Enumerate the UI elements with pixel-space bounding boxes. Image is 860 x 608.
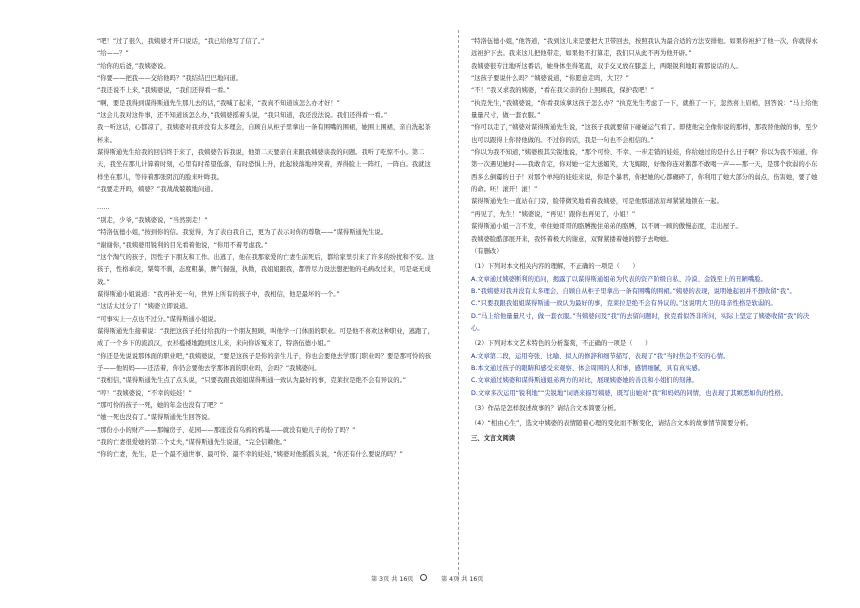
question-4: （4）“相由心生”，选文中姨婆的表情随着心理的变化而不断变化，请结合文本的故事情节简要分析。 xyxy=(471,420,753,428)
left-paragraph: “特洛伍德小姐，”按到你的信。我觉得，为了表白我自己，更为了表示对你的尊敬——”谋得斯通先生说。 xyxy=(97,229,387,237)
right-paragraph: 谋得斯通小姐一言不发，牵住她哥哥的胳膊挽住弟弟的胳膊，以不屑一顾的傲慢态度，走出屋子。 xyxy=(471,223,742,231)
question-2: （2）下列对本文艺术特色的分析鉴赏，不正确的一项是（ ） xyxy=(471,340,652,348)
right-paragraph: 我姨婆很专注地听这番话，她身体坐得笔直，双手交叉放在膝盖上，两眼锐利地盯着那说话的人。 xyxy=(471,62,742,70)
question-2-option-c[interactable]: C.文章通过姨婆和谋得斯通姐弟两方的对比，展现姨婆她的善良和小姐们的刻薄。 xyxy=(471,377,698,385)
right-paragraph: “你可以走了，”姨婆对谋得斯通先生说，“这孩子我就要留下碰碰运气看了。即使他完全像你说的那样，那我替他做的事，至少也可以跟得上你替他做的。不过你的话，我是一句也不会相信的。” xyxy=(471,124,818,144)
left-paragraph: “你的亡妻，先生，是一个最不通世事、最可怜、最不幸的娃娃，”姨婆对他摇摇头说，“你还有什么要说的吗？” xyxy=(97,451,403,459)
question-2-option-d[interactable]: D.文章多次运用“锐利地”“尖锐地”词语来描写姨婆，既写出她对“我”和妈妈的同情，也表现了其嫉恶如仇的性格。 xyxy=(471,389,788,397)
left-paragraph: “给——？” xyxy=(97,50,129,58)
left-paragraph: “我还说不上来，”我姨婆说，“我们还得看一看。” xyxy=(97,87,230,95)
right-paragraph: 我姨婆脸酷部展开来，我怀着极大的谢意，双臂紧搂着她的脖子去吻她。 xyxy=(471,235,673,243)
question-1-option-b[interactable]: B.“我姨婆对我并没有太多理会，自顾自从柜子里拿出一条有围嘴的围裙。”姨婆的表现，说明她起初并不想收留“我”。 xyxy=(471,287,796,295)
question-3: （3）作品是怎样叙述故事的？请结合文本简要分析。 xyxy=(471,404,620,412)
question-1-option-a[interactable]: A.文章通过姨婆断利的追问，揭露了以谋得斯通姐弟为代表的资产阶级自私、冷漠、金钱至上的丑陋嘴脸。 xyxy=(471,275,767,283)
left-paragraph: “你要——把我——交给他吗？”我结结巴巴地问道。 xyxy=(97,75,243,83)
right-paragraph: “你以为我不知道，”姨婆极其尖锐地说，“那个可怜、不幸、一步走错的娃娃，你给她过的是什么日子啊？你以为我不知道，你第一次遇见她时——我敢肯定，你对她一定大送媚笑，大飞媚眼，好像你连对鹅都不敢喝一声——那一天，是那个软弱的小东西多么倒霉的日子！对那个单纯的娃娃来说，你是个暴君，你把她的心都碾碎了，你利用了她大部分的弱点，伤害她，要了她的命。呸！滚开！滚！” xyxy=(471,149,818,194)
left-paragraph: “那可怜的孩子一死，她的年金也没有了吧？” xyxy=(97,401,224,409)
left-paragraph: “我相信，”谋得斯通先生点了点头说，“只要我跟我姐姐谋得斯通一致认为最好的事，克莱拉是绝不会有异议的。” xyxy=(97,377,406,385)
left-paragraph: “给你的后爸，”我姨婆说。 xyxy=(97,62,170,70)
left-paragraph: “她一死也没有了。”谋得斯通先生回答说。 xyxy=(97,414,214,422)
right-column xyxy=(471,36,819,445)
left-paragraph: 谋得斯通先生接着说：“我把这孩子托付给我的一个朋友照顾，叫他学一门体面的职业。可是他不喜欢这种职业，逃跑了，成了一个乡下的流浪汉，衣衫褴褛地跑到这儿来，来向你诉冤来了，特洛伍德小姐。” xyxy=(97,327,434,348)
left-column xyxy=(97,36,437,462)
right-paragraph: “执克先生，”我姨婆说，“你看我该拿这孩子怎么办？”执克先生考虑了一下，就推了一下，忽然喜上眉梢，回答说：“马上给他量量尺寸，做一套衣服。” xyxy=(471,99,818,120)
left-paragraph: “哼！”我姨婆说，“不幸的娃娃！” xyxy=(97,389,192,397)
question-1-option-d[interactable]: D.“马上给他量量尺寸，做一套衣服。”当姨婆问及“我”的去留问题时，狄克看似答非所问，实际上坚定了姨婆收留“我”的决心。 xyxy=(471,312,810,332)
left-paragraph: “这会儿我对这件事，还不知道该怎么办，”我姨婆摇着头说，“我只知道，我还没法说。我们还得看一看。” xyxy=(97,112,388,120)
page-number-right: 第 4页 共 16页 xyxy=(441,576,484,583)
right-paragraph: “不！”我又求我的姨婆，“看在我父亲的份上照顾我，保护我吧！” xyxy=(471,87,655,95)
left-paragraph: “吧！”过了很久，我姨婆才开口说话，“我已给他写了信了。” xyxy=(97,38,265,45)
left-paragraph: “别走，少爷，”我姨婆说，“当然别走！” xyxy=(97,216,208,224)
right-paragraph: “再见了，先生！”姨婆说，“再见！跟你也再见了，小姐！” xyxy=(471,210,636,218)
question-1-option-c[interactable]: C.“只要我跟我姐姐谋得斯通一致认为最好的事，克莱拉是绝不会有异议的。”这说明大卫的母亲性格是软弱的。 xyxy=(471,300,777,308)
left-paragraph: “我要走开吗，姨婆？”我战战兢兢地问道。 xyxy=(97,186,217,194)
left-paragraph: “谢谢你，”我姨婆用锐利的目光看着他说，“你用不着考虑我。” xyxy=(97,241,268,249)
left-paragraph: “你还是先说说那体面的职业吧，”我姨婆说，“要是这孩子是你的亲生儿子，你也会要他去学那门职业吗？要是那可怜的孩子——他妈妈——还活着，你仍会要他去学那体面的职业吗，会吗？”我姨婆问。 xyxy=(97,352,432,372)
left-paragraph: “那份小小的财产——那幢房子、花园——那座没有乌鸦的鸦巢——就没有她儿子的份了吗？” xyxy=(97,426,356,434)
ellipsis: …… xyxy=(97,204,110,212)
left-paragraph: “可事实上一点也不过分。”谋得斯通小姐说。 xyxy=(97,315,221,323)
left-paragraph: 我一听这话，心都凉了，我姨婆对我并没有太多理会，自顾自从柜子里拿出一条有围嘴的围裙，她围上围裙，亲自洗起茶杯来。 xyxy=(97,124,431,144)
left-paragraph: “这话太过分了！”姨婆立即说道。 xyxy=(97,303,192,311)
page-number-left: 第 3页 共 16页 xyxy=(371,576,414,583)
source-note: （有删改） xyxy=(471,247,503,255)
left-paragraph: 谋得斯通先生给我的回信终于来了，我姨婆告诉我说，他第二天要亲自来跟我姨婆谈我的问题。我听了吃惊不小。第二天，我坐在那儿计算着时刻，心里有时希望低落，有时恐惧上升，此起彼落地冲突着，弄得脸上一阵红，一阵白。我就这样坐在那儿，等待着那张阴沉的脸来叶眸我。 xyxy=(97,149,431,181)
left-paragraph: “这个淘气的孩子，因性子下朋友和工作。出逃了，他在我那家爱的亡妻生前死后，都给家里引来了许多的纷扰和不安。这孩子，性格乖戾，桀骜不驯，态度粗暴，脾气倔强，执拗，我姐姐跟我，都曾尽力设法想把他的毛病改过来，可是毫无成效。” xyxy=(97,253,434,286)
column-divider xyxy=(458,30,459,580)
right-paragraph: “特洛伍德小姐，”他答道，“我到这儿来是要把大卫带回去，按照我认为最合适的方法安排他。如果你袒护了他一次，你就得永远袒护下去。我来这儿把他带走，如果他不打算走，我们只从此不再为他开辟。” xyxy=(471,38,818,58)
question-2-option-b[interactable]: B.本文通过孩子的眼睛和感受来观察、体会周围的人和事，感情细腻，具有真实感。 xyxy=(471,364,705,372)
right-paragraph: “这孩子要说什么吗？”姨婆说道，“你愿意走吗，大卫？” xyxy=(471,75,629,83)
section-heading: 三、文言文阅读 xyxy=(471,434,516,442)
circle-icon xyxy=(420,574,427,581)
left-paragraph: “啊，要是我得到谋得斯通先生那儿去的话，”我喊了起来，“我真不知道该怎么办才好！” xyxy=(97,99,340,107)
left-paragraph: “我的亡妻很爱她的第二个丈夫，”谋得斯通先生说道，“完全信赖他。” xyxy=(97,439,287,446)
question-1: （1）下列对本文相关内容的理解，不正确的一项是（ ） xyxy=(471,263,639,271)
question-2-option-a[interactable]: A.文章第二段，运用夸张、比喻、拟人的修辞和细节描写，表现了“我”当时焦急不安的心情。 xyxy=(471,352,730,360)
left-paragraph: 谋得斯通小姐说道：“我再补充一句，世界上所有的孩子中，我相信，他是最坏的一个。” xyxy=(97,290,340,298)
right-paragraph: 谋得斯通先生一直站在门旁，脸带微笑地看着我姨婆，可是他那道浓眉却紧紧地锁在一起。 xyxy=(471,198,723,206)
